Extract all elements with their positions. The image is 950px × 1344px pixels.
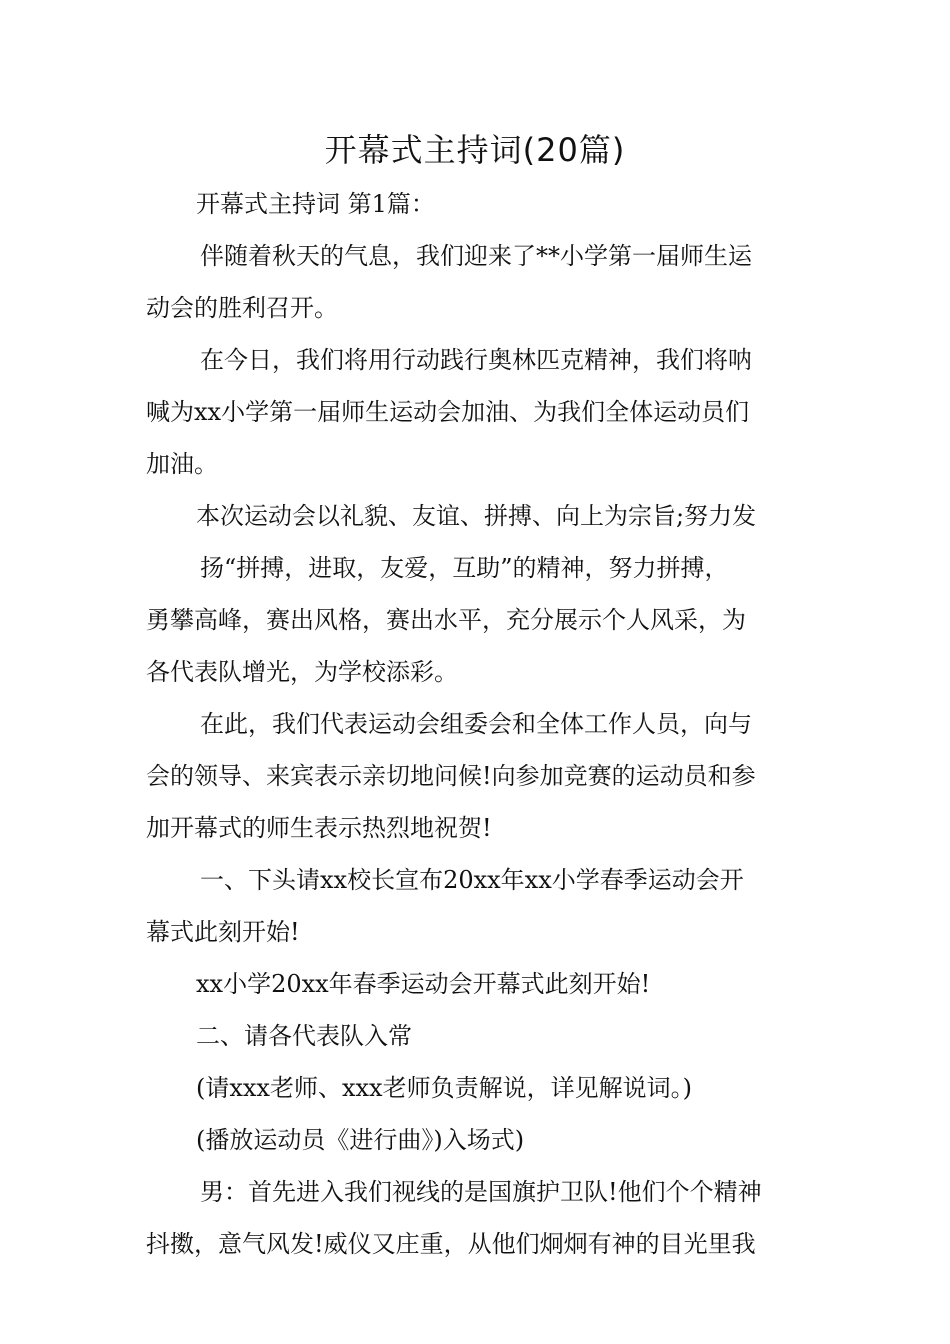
- text-line: 会的领导、来宾表示亲切地问候!向参加竞赛的运动员和参: [146, 762, 756, 790]
- text-line: 抖擞，意气风发!威仪又庄重，从他们炯炯有神的目光里我: [146, 1230, 756, 1258]
- text-line: 喊为xx小学第一届师生运动会加油、为我们全体运动员们: [146, 398, 750, 426]
- text-line: 二、请各代表队入常: [196, 1022, 412, 1050]
- document-title: 开幕式主持词(20篇): [324, 131, 626, 169]
- text-line: 动会的胜利召开。: [146, 294, 338, 322]
- text-line: 加开幕式的师生表示热烈地祝贺!: [146, 814, 492, 842]
- text-line: xx小学20xx年春季运动会开幕式此刻开始!: [196, 970, 651, 998]
- text-line: 勇攀高峰，赛出风格，赛出水平，充分展示个人风采，为: [146, 606, 746, 634]
- text-line: 幕式此刻开始!: [146, 918, 300, 946]
- text-line: 在此，我们代表运动会组委会和全体工作人员，向与: [200, 710, 752, 738]
- text-line: 开幕式主持词 第1篇：: [196, 190, 435, 218]
- text-line: 加油。: [146, 450, 218, 478]
- text-line: 各代表队增光，为学校添彩。: [146, 658, 458, 686]
- text-line: 扬“拼搏，进取，友爱，互助”的精神，努力拼搏，: [200, 554, 729, 582]
- text-line: 伴随着秋天的气息，我们迎来了**小学第一届师生运: [200, 242, 752, 270]
- text-line: (播放运动员《进行曲》)入场式): [196, 1126, 525, 1154]
- text-line: 本次运动会以礼貌、友谊、拼搏、向上为宗旨;努力发: [196, 502, 757, 530]
- text-line: 一、下头请xx校长宣布20xx年xx小学春季运动会开: [200, 866, 744, 894]
- text-line: 男：首先进入我们视线的是国旗护卫队!他们个个精神: [200, 1178, 762, 1206]
- text-line: 在今日，我们将用行动践行奥林匹克精神，我们将呐: [200, 346, 752, 374]
- text-line: (请xxx老师、xxx老师负责解说，详见解说词。): [196, 1074, 692, 1102]
- document-body: [146, 178, 810, 1270]
